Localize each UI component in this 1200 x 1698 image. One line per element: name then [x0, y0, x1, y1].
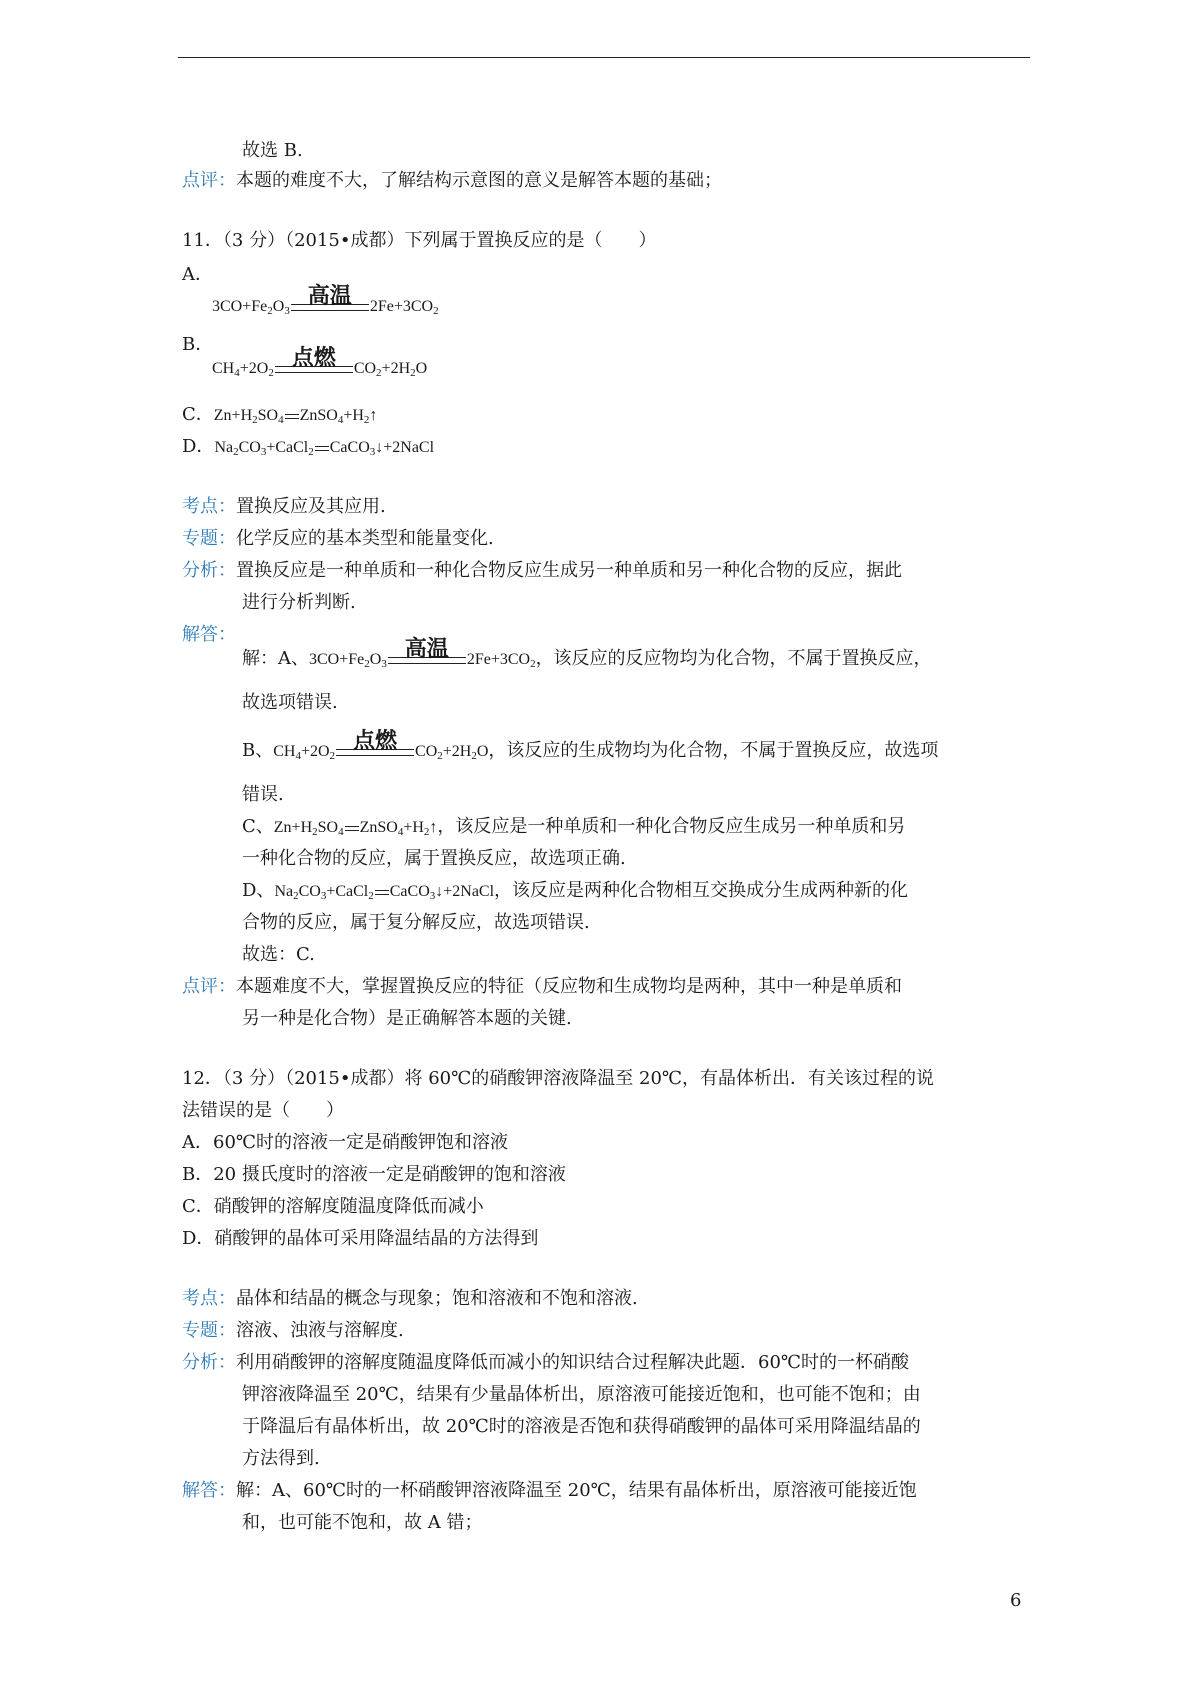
- q11-stem: 11．（3 分）（2015•成都）下列属于置换反应的是（ ）: [182, 230, 657, 251]
- q12-option-a: A．60℃时的溶液一定是硝酸钾饱和溶液: [182, 1132, 509, 1153]
- q12-stem-2: 法错误的是（ ）: [182, 1100, 344, 1121]
- q11-option-c: C．$Zn+H_2SO_4$ $ZnSO_4+H_2↑$: [182, 404, 378, 426]
- q11-fenxi-2: 进行分析判断.: [242, 592, 356, 613]
- condition-high-temp: 高温: [307, 284, 352, 309]
- q12-jieda-2: 和，也可能不饱和，故 A 错；: [242, 1512, 483, 1533]
- q11-jieda-a-2: 故选项错误.: [242, 692, 338, 713]
- q11-kaodian: 考点：置换反应及其应用.: [182, 496, 386, 517]
- q11-option-b-label: B．: [182, 334, 214, 355]
- q12-kaodian: 考点：晶体和结晶的概念与现象；饱和溶液和不饱和溶液.: [182, 1288, 638, 1309]
- q11-dianping-2: 另一种是化合物）是正确解答本题的关键.: [242, 1008, 572, 1029]
- q11-jieda-c-2: 一种化合物的反应，属于置换反应，故选项正确.: [242, 848, 626, 869]
- q11-option-b-equation: $CH_4+2O_2$ 点燃 $CO_2+2H_2O$: [212, 346, 428, 379]
- header-rule: [178, 57, 1030, 58]
- q11-jieda-b: B、$CH_4+2O_2$ 点燃 $CO_2+2H_2O$，该反应的生成物均为化合物，不属于置换反应，故选项: [242, 729, 939, 762]
- q12-fenxi-2: 钾溶液降温至 20℃，结果有少量晶体析出，原溶液可能接近饱和，也可能不饱和；由: [242, 1384, 921, 1405]
- q12-stem: 12．（3 分）（2015•成都）将 60℃的硝酸钾溶液降温至 20℃，有晶体析出．有关该过程的说: [182, 1068, 935, 1089]
- prev-comment: 点评：本题的难度不大，了解结构示意图的意义是解答本题的基础；: [182, 170, 722, 191]
- comment-label: 点评：: [182, 170, 236, 191]
- q11-jieda-c: C、$Zn+H_2SO_4$ $ZnSO_4+H_2↑$，该反应是一种单质和一种化合物反应生成另一种单质和另: [242, 816, 906, 838]
- q11-jieda-a: 解：A、$3CO+Fe_2O_3$ 高温 $2Fe+3CO_2$，该反应的反应物均为化合物，不属于置换反应，: [242, 637, 932, 670]
- q11-zhuanti: 专题：化学反应的基本类型和能量变化.: [182, 528, 494, 549]
- page-number: 6: [1010, 1590, 1022, 1611]
- q12-fenxi-3: 于降温后有晶体析出，故 20℃时的溶液是否饱和获得硝酸钾的晶体可采用降温结晶的: [242, 1416, 921, 1437]
- q11-option-a-equation: $3CO+Fe_2O_3$ 高温 $2Fe+3CO_2$: [212, 284, 439, 317]
- q11-dianping: 点评：本题难度不大，掌握置换反应的特征（反应物和生成物均是两种，其中一种是单质和: [182, 976, 902, 997]
- q12-fenxi-4: 方法得到.: [242, 1448, 320, 1469]
- q11-jieda-b-2: 错误.: [242, 784, 284, 805]
- q12-option-b: B．20 摄氏度时的溶液一定是硝酸钾的饱和溶液: [182, 1164, 566, 1185]
- prev-conclusion: 故选 B.: [242, 140, 303, 161]
- q11-jieda-label: 解答：: [182, 624, 236, 645]
- q12-option-d: D．硝酸钾的晶体可采用降温结晶的方法得到: [182, 1228, 539, 1249]
- q11-jieda-final: 故选：C.: [242, 944, 315, 965]
- q12-option-c: C．硝酸钾的溶解度随温度降低而减小: [182, 1196, 484, 1217]
- q11-option-a-label: A．: [182, 264, 213, 285]
- q11-option-d: D．$Na_2CO_3+CaCl_2$ CaCO$_3$↓+2NaCl: [182, 436, 435, 458]
- q12-fenxi: 分析：利用硝酸钾的溶解度随温度降低而减小的知识结合过程解决此题．60℃时的一杯硝酸: [182, 1352, 910, 1373]
- q12-jieda: 解答：解：A、60℃时的一杯硝酸钾溶液降温至 20℃，结果有晶体析出，原溶液可能接近饱: [182, 1480, 917, 1501]
- q11-fenxi: 分析：置换反应是一种单质和一种化合物反应生成另一种单质和另一种化合物的反应，据此: [182, 560, 902, 581]
- condition-ignite: 点燃: [291, 346, 336, 371]
- q11-jieda-d-2: 合物的反应，属于复分解反应，故选项错误.: [242, 912, 590, 933]
- q12-zhuanti: 专题：溶液、浊液与溶解度.: [182, 1320, 404, 1341]
- q11-jieda-d: D、$Na_2CO_3+CaCl_2$ CaCO$_3$↓+2NaCl，该反应是两种化合物相互交换成分生成两种新的化: [242, 880, 909, 902]
